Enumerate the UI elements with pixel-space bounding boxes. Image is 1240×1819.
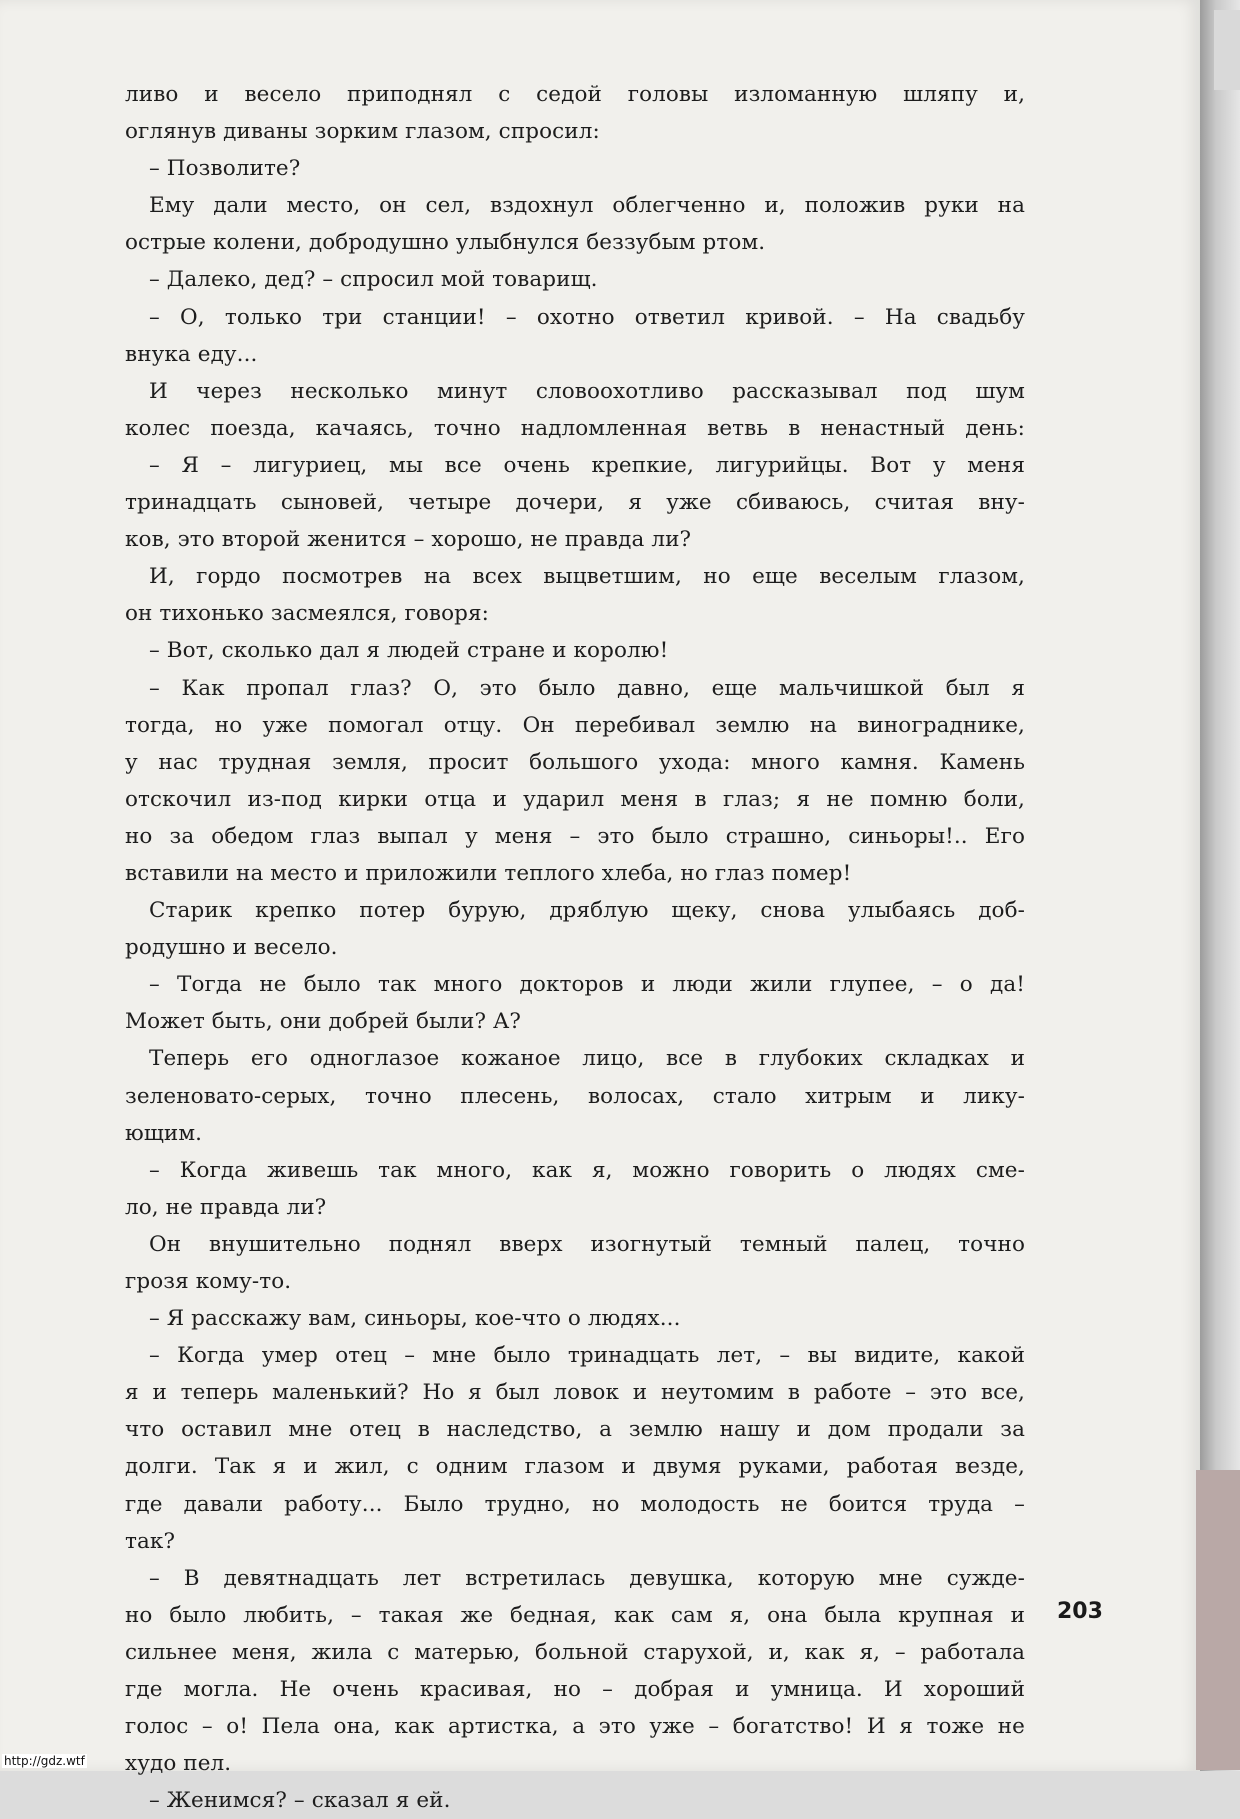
text-line: – Как пропал глаз? О, это было давно, еще мальчишкой был я [149,675,1025,701]
text-line: – Я расскажу вам, синьоры, кое-что о людях... [149,1306,681,1332]
text-line: – Позволите? [149,156,301,182]
edge-mark-top [1214,10,1240,90]
text-line: тринадцать сыновей, четыре дочери, я уже сбиваюсь, считая вну- [125,490,1025,516]
text-line: И через несколько минут словоохотливо рассказывал под шум [149,378,1025,404]
text-line: внука еду... [125,341,258,367]
text-line: – Я – лигуриец, мы все очень крепкие, лигурийцы. Вот у меня [149,452,1025,478]
text-line: где могла. Не очень красивая, но – добрая и умница. И хороший [125,1677,1025,1703]
text-line: тогда, но уже помогал отцу. Он перебивал землю на винограднике, [125,712,1025,738]
text-line: – Женимся? – сказал я ей. [149,1788,451,1814]
text-line: – Когда живешь так много, как я, можно говорить о людях сме- [149,1157,1025,1183]
text-line: но за обедом глаз выпал у меня – это было страшно, синьоры!.. Его [125,823,1025,849]
text-line: ливо и весело приподнял с седой головы изломанную шляпу и, [125,82,1025,107]
text-line: что оставил мне отец в наследство, а землю нашу и дом продали за [125,1417,1025,1443]
text-line: он тихонько засмеялся, говоря: [125,601,490,627]
text-line: Может быть, они добрей были? А? [125,1009,522,1035]
text-line: ющим. [125,1120,203,1146]
text-line: худо пел. [125,1751,232,1777]
text-line: Он внушительно поднял вверх изогнутый темный палец, точно [149,1231,1025,1257]
text-line: отскочил из-под кирки отца и ударил меня в глаз; я не помню боли, [125,786,1025,812]
text-line: – В девятнадцать лет встретилась девушка, которую мне сужде- [149,1565,1025,1591]
text-line: – Вот, сколько дал я людей стране и королю! [149,638,669,664]
text-line: оглянув диваны зорким глазом, спросил: [125,119,600,145]
page-text [125,76,1025,1819]
text-line: Старик крепко потер бурую, дряблую щеку, снова улыбаясь доб- [149,898,1025,924]
text-line: И, гордо посмотрев на всех выцветшим, но еще веселым глазом, [149,564,1025,590]
text-line: – О, только три станции! – охотно ответил кривой. – На свадьбу [149,304,1025,330]
text-line: ло, не правда ли? [125,1194,327,1220]
text-line: у нас трудная земля, просит большого ухода: много камня. Камень [125,749,1025,775]
source-url-label: http://gdz.wtf [4,1754,85,1768]
text-line: Ему дали место, он сел, вздохнул облегченно и, положив руки на [149,193,1025,219]
text-line: колес поезда, качаясь, точно надломленная ветвь в ненастный день: [125,415,1025,441]
text-line: родушно и весело. [125,935,338,961]
edge-mark-bottom [1196,1470,1240,1770]
text-line: долги. Так я и жил, с одним глазом и двумя руками, работая везде, [125,1454,1025,1480]
text-line: так? [125,1528,176,1554]
text-line: я и теперь маленький? Но я был ловок и неутомим в работе – это все, [125,1380,1025,1406]
text-line: грозя кому-то. [125,1269,292,1294]
text-line: – Когда умер отец – мне было тринадцать лет, – вы видите, какой [149,1343,1025,1369]
text-line: голос – о! Пела она, как артистка, а это уже – богатство! И я тоже не [125,1714,1025,1740]
text-line: но было любить, – такая же бедная, как сам я, она была крупная и [125,1602,1025,1628]
page-number: 203 [1057,1599,1103,1624]
text-line: где давали работу... Было трудно, но молодость не боится труда – [125,1491,1025,1517]
text-line: вставили на место и приложили теплого хлеба, но глаз помер! [125,860,852,886]
text-line: Теперь его одноглазое кожаное лицо, все в глубоких складках и [149,1046,1025,1072]
text-line: зеленовато-серых, точно плесень, волосах, стало хитрым и лику- [125,1083,1025,1109]
text-line: острые колени, добродушно улыбнулся беззубым ртом. [125,230,766,256]
text-line: – Далеко, дед? – спросил мой товарищ. [149,267,598,293]
text-line: – Тогда не было так много докторов и люди жили глупее, – о да! [149,972,1025,998]
text-line: сильнее меня, жила с матерью, больной старухой, и, как я, – работала [125,1639,1025,1665]
text-line: ков, это второй женится – хорошо, не правда ли? [125,527,692,553]
